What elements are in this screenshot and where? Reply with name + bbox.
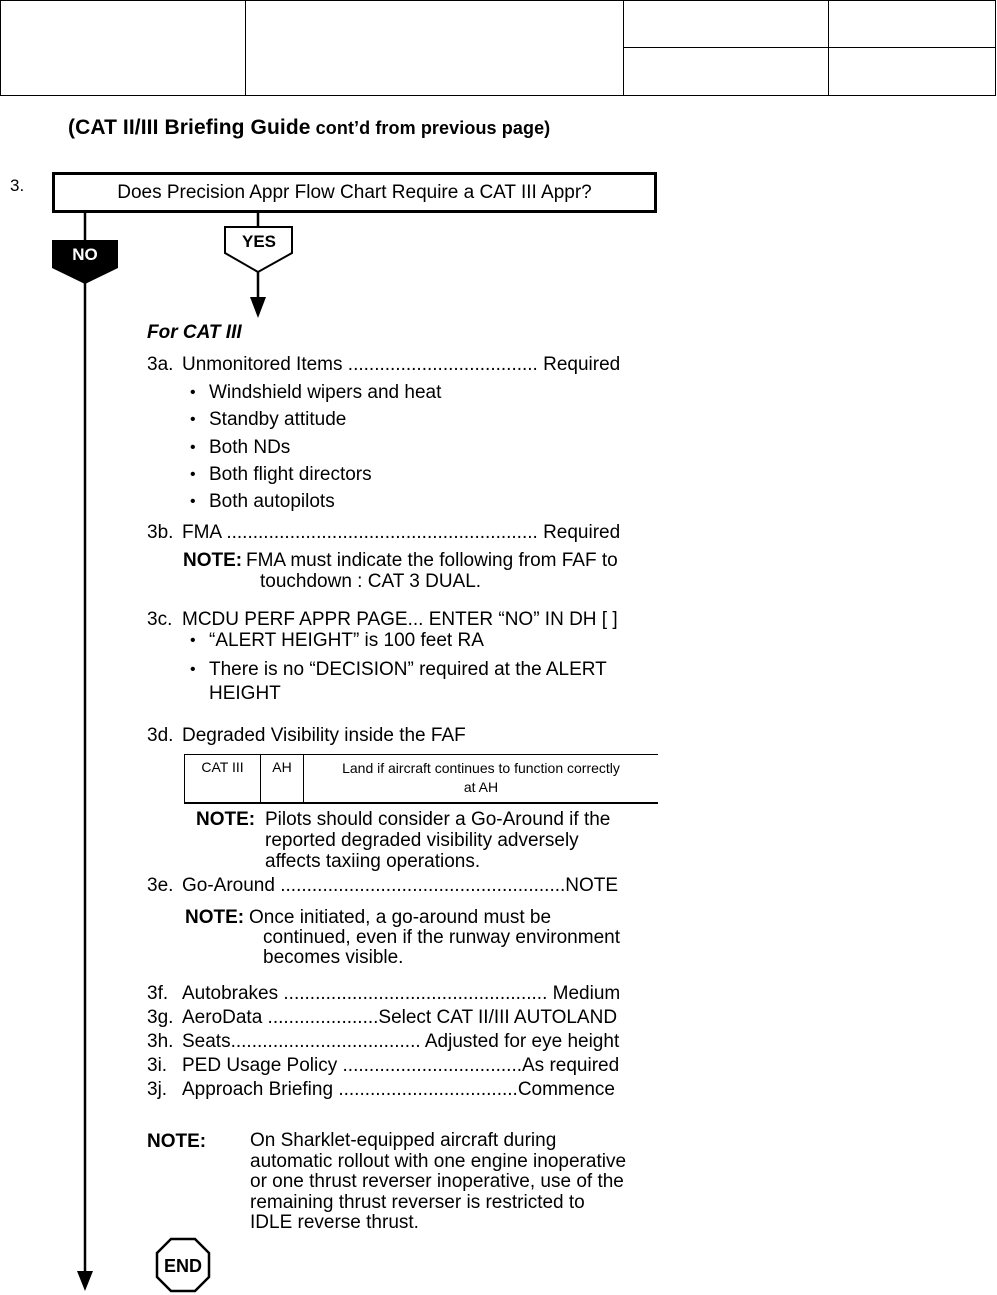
- final-note-text: [250, 1131, 626, 1234]
- item-3f-dots: ..................................................: [283, 983, 548, 1004]
- item-3b-label: FMA: [182, 522, 227, 543]
- item-3g-code: 3g.: [147, 1007, 174, 1028]
- item-3f-label: Autobrakes: [182, 983, 284, 1004]
- item-3i: [182, 1055, 657, 1077]
- item-3a-bullet-4: Both flight directors: [209, 464, 372, 485]
- item-3d-code: 3d.: [147, 725, 174, 746]
- table-cell-action-line1: Land if aircraft continues to function correctly: [342, 760, 620, 776]
- step-number: 3.: [10, 176, 25, 195]
- item-3b: [182, 522, 657, 544]
- item-3f-value: Medium: [547, 983, 621, 1004]
- item-3e-label: Go-Around: [182, 875, 281, 896]
- item-3h-code: 3h.: [147, 1031, 174, 1052]
- item-3a-bullet-1: Windshield wipers and heat: [209, 382, 442, 403]
- item-3e-dots: ......................................................: [280, 875, 566, 896]
- bullet: •: [190, 493, 196, 510]
- item-3h-dots: ....................................: [230, 1031, 421, 1052]
- yes-label: YES: [241, 232, 277, 251]
- item-3h-label: Seats: [182, 1031, 231, 1052]
- item-3g: [182, 1007, 657, 1029]
- title-suffix: cont’d from previous page): [310, 118, 551, 138]
- final-note-label: NOTE:: [147, 1131, 207, 1152]
- item-3g-dots: .....................: [267, 1007, 379, 1028]
- item-3e-note-line1: Once initiated, a go-around must be: [249, 907, 552, 928]
- item-3a-label: Unmonitored Items: [182, 354, 348, 375]
- question-box: Does Precision Appr Flow Chart Require a CAT III Appr?: [52, 172, 657, 213]
- item-3i-value: As required: [522, 1055, 620, 1076]
- item-3e-value: NOTE: [565, 875, 619, 896]
- final-note-line: remaining thrust reverser is restricted to: [250, 1191, 585, 1213]
- item-3d-note-line3: affects taxiing operations.: [265, 851, 481, 872]
- yes-arrowhead: [250, 297, 266, 318]
- item-3d-note-line2: reported degraded visibility adversely: [265, 830, 579, 851]
- item-3c-bullet-1: “ALERT HEIGHT” is 100 feet RA: [209, 630, 484, 651]
- item-3f: [182, 983, 657, 1005]
- item-3a-bullet-5: Both autopilots: [209, 491, 335, 512]
- item-3d-note-line1: Pilots should consider a Go-Around if the: [265, 809, 611, 830]
- item-3a-dots: ....................................: [347, 354, 538, 375]
- item-3b-dots: ...........................................................: [226, 522, 538, 543]
- item-3b-value: Required: [537, 522, 621, 543]
- item-3j-value: Commence: [517, 1079, 615, 1100]
- item-3e-note-line2: continued, even if the runway environment: [263, 927, 620, 948]
- final-note-line: IDLE reverse thrust.: [250, 1212, 419, 1233]
- final-note-line: automatic rollout with one engine inoperative: [250, 1150, 627, 1172]
- section-heading: For CAT III: [147, 322, 242, 343]
- bullet: •: [190, 411, 196, 428]
- bullet: •: [190, 384, 196, 401]
- item-3h-value: Adjusted for eye height: [420, 1031, 620, 1052]
- bullet: •: [190, 439, 196, 456]
- item-3c-bullet-2-cont: HEIGHT: [209, 683, 281, 704]
- table-cell-action-line2: at AH: [463, 779, 499, 795]
- item-3a: [182, 354, 657, 376]
- item-3d-text: Degraded Visibility inside the FAF: [182, 725, 466, 746]
- item-3a-bullet-2: Standby attitude: [209, 409, 347, 430]
- title-open: (: [68, 116, 76, 139]
- no-arrowhead: [77, 1271, 93, 1291]
- item-3i-label: PED Usage Policy: [182, 1055, 343, 1076]
- item-3a-code: 3a.: [147, 354, 174, 375]
- final-note-line: or one thrust reverser inoperative, use of the: [250, 1171, 624, 1192]
- bullet: •: [190, 466, 196, 483]
- item-3e: [182, 875, 657, 897]
- title-main: CAT II/III Briefing Guide: [75, 116, 311, 139]
- item-3g-value: Select CAT II/III AUTOLAND: [378, 1007, 618, 1028]
- item-3b-code: 3b.: [147, 522, 174, 543]
- item-3i-code: 3i.: [147, 1055, 168, 1076]
- bullet: •: [190, 661, 196, 678]
- end-octagon-icon: [155, 1237, 211, 1293]
- item-3b-note-line1: FMA must indicate the following from FAF to: [246, 550, 618, 571]
- final-note-line: On Sharklet-equipped aircraft during: [250, 1130, 557, 1151]
- bullet: •: [190, 632, 196, 649]
- item-3j: [182, 1079, 657, 1101]
- item-3c-bullet-2: There is no “DECISION” required at the ALERT: [209, 659, 607, 680]
- item-3c-code: 3c.: [147, 609, 173, 630]
- item-3b-note-label: NOTE:: [183, 550, 243, 571]
- item-3h: [182, 1031, 657, 1053]
- no-label: NO: [72, 245, 98, 264]
- item-3j-dots: ..................................: [338, 1079, 518, 1100]
- item-3d-note-label: NOTE:: [196, 809, 256, 830]
- table-cell-cat: CAT III: [185, 755, 261, 802]
- table-cell-action: [304, 755, 658, 802]
- item-3g-label: AeroData: [182, 1007, 268, 1028]
- item-3c-text: MCDU PERF APPR PAGE... ENTER “NO” IN DH [ ]: [182, 609, 618, 630]
- item-3j-label: Approach Briefing: [182, 1079, 339, 1100]
- item-3e-note-label: NOTE:: [185, 907, 245, 928]
- item-3j-code: 3j.: [147, 1079, 168, 1100]
- table-cell-ah: AH: [261, 755, 304, 802]
- item-3f-code: 3f.: [147, 983, 169, 1004]
- item-3a-bullet-3: Both NDs: [209, 437, 291, 458]
- item-3e-code: 3e.: [147, 875, 174, 896]
- item-3e-note-line3: becomes visible.: [263, 947, 404, 968]
- item-3a-value: Required: [537, 354, 621, 375]
- end-label: END: [163, 1256, 203, 1276]
- item-3i-dots: ..................................: [342, 1055, 522, 1076]
- item-3b-note-line2: touchdown : CAT 3 DUAL.: [260, 571, 482, 592]
- visibility-table: [184, 754, 658, 804]
